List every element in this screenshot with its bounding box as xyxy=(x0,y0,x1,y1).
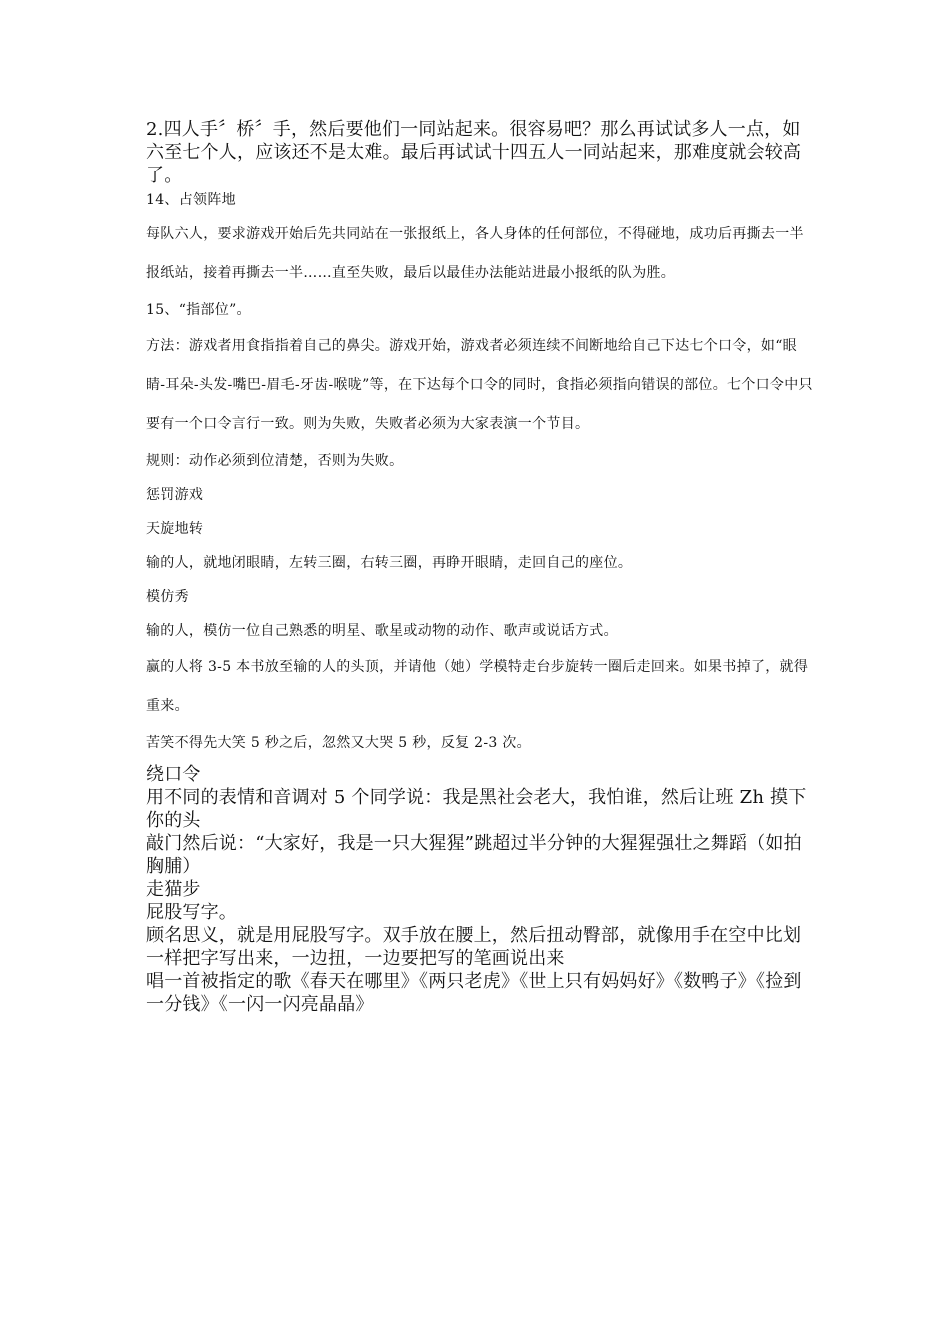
heading-butt-writing: 屁股写字。 xyxy=(146,902,237,923)
paragraph-sing-song: 唱一首被指定的歌《春天在哪里》《两只老虎》《世上只有妈妈好》《数鸭子》《捡到一分钱》《一闪一闪亮晶晶》 xyxy=(146,971,802,1015)
heading-game-15: 15、“指部位”。 xyxy=(146,302,251,318)
paragraph-gorilla-dance: 敲门然后说：“大家好，我是一只大猩猩”跳超过半分钟的大猩猩强壮之舞蹈（如拍胸脯） xyxy=(146,833,802,877)
heading-punishment-games: 惩罚游戏 xyxy=(146,487,204,503)
paragraph-game-15-method: 方法：游戏者用食指指着自己的鼻尖。游戏开始，游戏者必须连续不间断地给自己下达七个口令，如“眼睛-耳朵-头发-嘴巴-眉毛-牙齿-喉咙”等，在下达每个口令的同时，食指必须指向错误的部位。七个口令中只要有一个口令言行一致。则为失败，失败者必须为大家表演一个节目。 xyxy=(146,338,813,432)
paragraph-game-15-rule: 规则：动作必须到位清楚，否则为失败。 xyxy=(146,453,404,469)
paragraph-butt-writing: 顾名思义，就是用屁股写字。双手放在腰上，然后扭动臀部，就像用手在空中比划一样把字写出来，一边扭，一边要把写的笔画说出来 xyxy=(146,925,802,969)
paragraph-spin: 输的人，就地闭眼睛，左转三圈，右转三圈，再睁开眼睛，走回自己的座位。 xyxy=(146,555,633,571)
document-body xyxy=(146,118,814,1016)
paragraph-bridge-hands: 2.四人手〞桥〞手，然后要他们一同站起来。很容易吧？那么再试试多人一点，如六至七个人，应该还不是太难。最后再试试十四五人一同站起来，那难度就会较高了。 xyxy=(146,119,802,186)
heading-spin: 天旋地转 xyxy=(146,521,204,537)
heading-game-14: 14、占领阵地 xyxy=(146,192,236,208)
paragraph-laugh-cry: 苦笑不得先大笑 5 秒之后，忽然又大哭 5 秒，反复 2-3 次。 xyxy=(146,735,531,751)
heading-cat-walk: 走猫步 xyxy=(146,879,201,900)
paragraph-game-14: 每队六人，要求游戏开始后先共同站在一张报纸上，各人身体的任何部位，不得碰地，成功后再撕去一半报纸站，接着再撕去一半……直至失败，最后以最佳办法能站进最小报纸的队为胜。 xyxy=(146,226,804,281)
paragraph-books-on-head: 赢的人将 3-5 本书放至输的人的头顶，并请他（她）学模特走台步旋转一圈后走回来。如果书掉了，就得重来。 xyxy=(146,659,809,714)
paragraph-boss-line: 用不同的表情和音调对 5 个同学说：我是黑社会老大，我怕谁，然后让班 Zh 摸下你的头 xyxy=(146,787,807,831)
paragraph-mimic-show: 输的人，模仿一位自己熟悉的明星、歌星或动物的动作、歌声或说话方式。 xyxy=(146,623,618,639)
heading-tongue-twister: 绕口令 xyxy=(146,764,201,785)
heading-mimic-show: 模仿秀 xyxy=(146,589,189,605)
